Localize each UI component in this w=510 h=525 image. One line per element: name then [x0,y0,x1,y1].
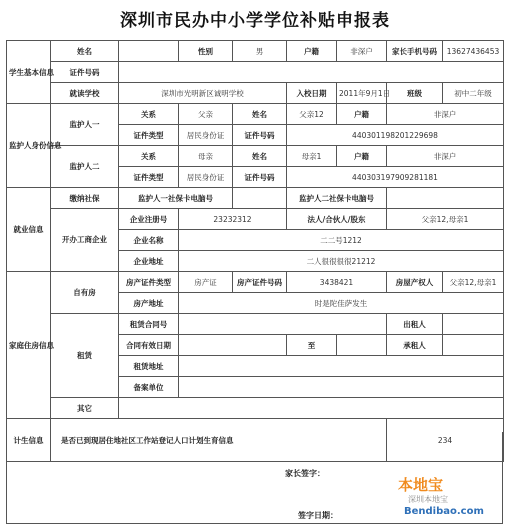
bendibao-watermark [398,468,498,520]
lessor-label: 出租人 [387,314,443,335]
g2-relation-value[interactable]: 母亲 [179,146,233,167]
house-addr-value[interactable]: 时是陀佳萨发生 [179,293,504,314]
legal-value[interactable]: 父亲12,母亲1 [387,209,504,230]
g2-hukou-value[interactable]: 非深户 [387,146,504,167]
watermark-sub-text: 深圳本地宝 [408,495,448,504]
family-plan-section-label: 计生信息 [7,419,51,462]
g1-name-value[interactable]: 父亲12 [287,104,337,125]
owner-label: 房屋产权人 [387,272,443,293]
lease-start-value[interactable] [179,335,287,356]
g1-cert-type-label: 证件类型 [119,125,179,146]
g1-cert-no-value[interactable]: 440301198201229698 [287,125,504,146]
lease-to-label: 至 [287,335,337,356]
gender-label: 性别 [179,41,233,62]
g2-name-label: 姓名 [233,146,287,167]
guardian-section-label: 监护人身份信息 [7,104,51,188]
application-form [6,40,504,462]
form-title: 深圳市民办中小学学位补贴申报表 [120,11,390,31]
enroll-date-value[interactable]: 2011年9月1日 [337,83,387,104]
g1-cert-no-label: 证件号码 [233,125,287,146]
gender-value[interactable]: 男 [233,41,287,62]
lease-period-label: 合同有效日期 [119,335,179,356]
g1-cert-type-value[interactable]: 居民身份证 [179,125,233,146]
house-cert-type-label: 房产证件类型 [119,272,179,293]
school-value[interactable]: 深圳市光明新区诚明学校 [119,83,287,104]
g2-cert-type-label: 证件类型 [119,167,179,188]
house-cert-no-label: 房产证件号码 [233,272,287,293]
g2-hukou-label: 户籍 [337,146,387,167]
rent-addr-value[interactable] [179,356,504,377]
employment-section-label: 就业信息 [7,188,51,272]
hukou-value[interactable]: 非深户 [337,41,387,62]
lessor-value[interactable] [443,314,504,335]
g2-cert-no-value[interactable]: 440303197909281181 [287,167,504,188]
name-value[interactable] [119,41,179,62]
business-label: 开办工商企业 [51,209,119,272]
other-value[interactable] [119,398,504,419]
g1-relation-value[interactable]: 父亲 [179,104,233,125]
g2-relation-label: 关系 [119,146,179,167]
name-label: 姓名 [51,41,119,62]
reg-no-label: 企业注册号 [119,209,179,230]
guardian1-label: 监护人一 [51,104,119,146]
rent-addr-label: 租赁地址 [119,356,179,377]
own-house-label: 自有房 [51,272,119,314]
g2-name-value[interactable]: 母亲1 [287,146,337,167]
record-unit-value[interactable] [179,377,504,398]
lease-end-value[interactable] [337,335,387,356]
g2-cert-no-label: 证件号码 [233,167,287,188]
company-name-label: 企业名称 [119,230,179,251]
lessee-value[interactable] [443,335,504,356]
grade-value[interactable]: 初中二年级 [443,83,504,104]
student-id-value[interactable] [119,62,504,83]
hukou-label: 户籍 [287,41,337,62]
social-label: 缴纳社保 [51,188,119,209]
parent-phone-label: 家长手机号码 [387,41,443,62]
record-unit-label: 备案单位 [119,377,179,398]
enroll-date-label: 入校日期 [287,83,337,104]
student-id-label: 证件号码 [51,62,119,83]
g1-hukou-label: 户籍 [337,104,387,125]
family-plan-question: 是否已到现居住地社区工作站登记人口计划生育信息 [51,419,387,462]
g1-relation-label: 关系 [119,104,179,125]
g2-social-value[interactable] [387,188,504,209]
company-addr-label: 企业地址 [119,251,179,272]
student-section-label: 学生基本信息 [7,41,51,104]
guardian2-label: 监护人二 [51,146,119,188]
legal-label: 法人/合伙人/股东 [287,209,387,230]
lease-no-label: 租赁合同号 [119,314,179,335]
owner-value[interactable]: 父亲12,母亲1 [443,272,504,293]
signature-date-label: 签字日期： [298,511,338,520]
g1-social-label: 监护人一社保卡电脑号 [119,188,233,209]
parent-signature-label: 家长签字： [285,469,325,478]
rent-label: 租赁 [51,314,119,398]
lease-no-value[interactable] [179,314,387,335]
housing-section-label: 家庭住房信息 [7,272,51,419]
house-addr-label: 房产地址 [119,293,179,314]
g1-social-value[interactable] [233,188,287,209]
reg-no-value[interactable]: 23232312 [179,209,287,230]
house-cert-no-value[interactable]: 3438421 [287,272,387,293]
g2-social-label: 监护人二社保卡电脑号 [287,188,387,209]
lessee-label: 承租人 [387,335,443,356]
g1-hukou-value[interactable]: 非深户 [387,104,504,125]
g2-cert-type-value[interactable]: 居民身份证 [179,167,233,188]
grade-label: 班级 [387,83,443,104]
school-label: 就读学校 [51,83,119,104]
family-plan-value[interactable]: 234 [387,419,504,462]
g1-name-label: 姓名 [233,104,287,125]
watermark-logo-text: 本地宝 [398,476,444,494]
company-addr-value[interactable]: 二人很很很很21212 [179,251,504,272]
house-cert-type-value[interactable]: 房产证 [179,272,233,293]
parent-phone-value[interactable]: 13627436453 [443,41,504,62]
company-name-value[interactable]: 二二号1212 [179,230,504,251]
watermark-url: Bendibao.com [404,506,484,517]
other-label: 其它 [51,398,119,419]
